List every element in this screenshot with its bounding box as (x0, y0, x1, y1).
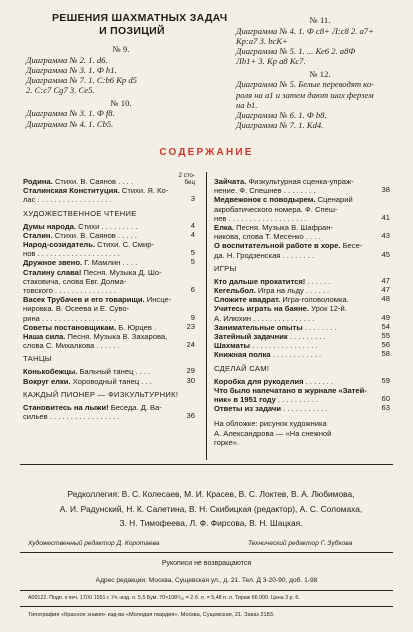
print-info: А00122. Подп. к печ. 17/XI 1951 г. Уч.-изд. л. 5,5 Бум. 70×108¹/₁₆ = 2 б. л. = 5,48 п. л. Тираж 66 000. Цена 3 р. 6. (28, 595, 300, 601)
editorial-line-3: З. Н. Тимофеева, Л. Ф. Фирсова, В. Н. Шацкая. (119, 518, 303, 528)
solution-line: Диаграмма № 6. 1. Ф b8. (236, 110, 327, 121)
toc-section-heading: КАЖДЫЙ ПИОНЕР — ФИЗКУЛЬТУРНИК! (23, 389, 179, 399)
art-editor: Художественный редактор Д. Коротаева (28, 540, 160, 547)
toc-page-number: 30 (186, 375, 195, 385)
toc-entry: стаковича, слова Евг. Долма- (23, 276, 127, 286)
toc-section-heading: ТАНЦЫ (23, 354, 52, 364)
toc-entry: сильев . . . . . . . . . . . . . . . . . (23, 412, 120, 421)
toc-page-number: 47 (381, 275, 390, 285)
editorial-address: Адрес редакции: Москва, Сущевская ул., д. 21. Тел. Д 3-20-90, доб. 1-98 (95, 577, 318, 584)
toc-entry: Елка. Песня. Музыка В. Шафран- (214, 223, 333, 232)
toc-entry: Сложите квадрат. Игра-головоломка. (214, 295, 349, 305)
toc-entry: нировка. В. Осеева и Е. Суво- (23, 304, 130, 314)
toc-page-number: 56 (381, 340, 390, 350)
toc-entry: Занимательные опыты . . . . . . . . (214, 322, 337, 332)
toc-entry: Сталину слава! Песня. Музыка Д. Шо- (23, 267, 162, 277)
toc-page-number: 38 (381, 185, 390, 195)
toc-entry: Вокруг елки. Хороводный танец . . . (23, 376, 152, 386)
toc-entry: никова, слова Т. Месенко . . . . (214, 232, 321, 242)
toc-entry: ник» в 1951 году . . . . . . . . . . (214, 395, 319, 404)
toc-page-number: 48 (381, 294, 390, 304)
toc-entry: слова С. Михалкова . . . . . . (23, 341, 120, 351)
toc-page-number: 49 (381, 312, 390, 322)
solution-number: № 11. (309, 15, 331, 25)
toc-entry: Родина. Стихи. В. Саянов . . . . (23, 177, 133, 186)
toc-entry: Учитесь играть на баяне. Урок 12-й. (214, 304, 347, 314)
solution-line: Диаграмма № 3. 1. Ф f8. (26, 108, 115, 119)
toc-entry: Ответы из задачи . . . . . . . . . . . (214, 404, 328, 414)
toc-entry: Васек Трубачев и его товарищи. Инсце- (23, 295, 172, 305)
editorial-line-1: Редколлегия: В. С. Колесаев, М. И. Красев, В. С. Локтев, В. А. Любимова, (67, 489, 355, 499)
toc-entry: Сталин. Стихи. В. Саянов . . . . . (23, 230, 137, 240)
editorial-line-2: А. И. Радунский, Н. К. Салетина, В. Н. Скибицкая (редактор), А. С. Соломаха, (59, 503, 363, 514)
toc-entry: нение. Ф. Спешнев . . . . . . . . (214, 186, 316, 196)
editorial-board (26, 487, 396, 531)
toc-page-number: 58 (381, 349, 390, 359)
solution-line: Диаграмма № 5. Белые переводят ко- (236, 79, 375, 90)
toc-entry: нев . . . . . . . . . . . . . . . . . . . (214, 213, 307, 223)
solution-number: № 12. (309, 68, 331, 79)
manuscripts-note: Рукописи не возвращаются (161, 560, 252, 567)
toc-entry: Что было напечатано в журнале «Затей- (214, 385, 367, 395)
toc-page-number: 54 (381, 321, 390, 331)
contents-heading: СОДЕРЖАНИЕ (159, 147, 254, 158)
toc-entry: Медвежонок с поводырем. Сценарий (214, 195, 353, 205)
solutions-title-line1: РЕШЕНИЯ ШАХМАТНЫХ ЗАДАЧ (52, 12, 228, 24)
toc-entry: Народ-созидатель. Стихи. С. Смир- (23, 240, 155, 249)
toc-page-number: 3 (190, 194, 195, 204)
solution-line: Диаграмма № 7. 1. Кd4. (236, 120, 324, 131)
toc-page-number: 29 (186, 366, 195, 376)
toc-entry: А. Илюхин . . . . . . . . . . . . . . . (214, 313, 315, 323)
toc-entry: Становитесь на лыжи! Беседа. Д. Ва- (23, 402, 162, 412)
solution-line: роля на а1 и затем дают шах ферзем (236, 89, 374, 100)
footer-rule-2 (20, 590, 393, 591)
toc-page-number: 41 (381, 212, 390, 222)
toc-entry: Коробка для рукоделия . . . . . . . (214, 376, 334, 386)
toc-bottom-rule (20, 464, 393, 465)
solutions-title (52, 12, 228, 38)
toc-entry: А. Александрова — «На снежной (214, 428, 332, 438)
toc-entry: Конькобежцы. Бальный танец . . . . (23, 367, 151, 377)
toc-entry: Кегельбол. Игра на льду . . . . . . (214, 286, 330, 295)
toc-entry: Советы постановщикам. Б. Юрцев . (23, 322, 157, 332)
toc-page-number: 47 (381, 285, 390, 294)
toc-entry: да. Н. Гродзенская . . . . . . . . (214, 250, 315, 260)
column-divider (206, 172, 207, 460)
solution-line: Диаграмма № 5. 1. ... Ке6 2. а8Ф (236, 46, 356, 57)
toc-entry: На обложке: рисунок художника (214, 419, 327, 429)
toc-entry: Думы народа. Стихи . . . . . . . . . (23, 221, 138, 231)
toc-entry: Кто дальше прокатится! . . . . . . (214, 276, 331, 286)
toc-page-number: 24 (186, 340, 195, 350)
solution-line: 2. С:с7 Сg7 3. Се5. (26, 85, 95, 96)
toc-entry: Дружное звено. Г. Мамлин . . . . (23, 258, 138, 268)
solution-line: Лb1+ 3. Кр а8 Кс7. (236, 56, 306, 67)
solution-number: № 10. (110, 97, 132, 108)
toc-entry: Зайчата. Физкультурная сценка-упраж- (214, 177, 354, 186)
solutions-title-line2: И ПОЗИЦИЙ (99, 25, 165, 37)
solution-number: № 9. (112, 44, 130, 54)
toc-page-number: 59 (381, 375, 390, 385)
solution-line: Диаграмма № 7. 1. С:b6 Кр d5 (26, 75, 137, 86)
toc-page-number: 4 (190, 220, 195, 230)
toc-page-number: 5 (190, 248, 195, 258)
toc-entry: рина . . . . . . . . . . . . . . . . . . (23, 313, 116, 323)
toc-entry: нов . . . . . . . . . . . . . . . . . . . . (23, 249, 120, 259)
toc-page-number: 45 (381, 249, 390, 259)
toc-entry: Сталинская Конституция. Стихи. Я. Ко- (23, 186, 169, 196)
solution-line: Диаграмма № 4. 1. Ф с8+ Л:с8 2. а7+ (236, 25, 374, 36)
toc-page-number: 5 (190, 257, 195, 267)
footer-rule-1 (20, 552, 393, 553)
solution-line: Кр:а7 3. bcК+ (236, 35, 288, 46)
toc-page-number: 6 (190, 285, 195, 294)
tech-editor: Технический редактор Г. Зубкова (248, 540, 353, 547)
solution-line: Диаграмма № 2. 1. d6. (26, 54, 108, 65)
toc-section-heading: ХУДОЖЕСТВЕННОЕ ЧТЕНИЕ (23, 208, 137, 218)
toc-entry: О воспитательной работе в хоре. Бесе- (214, 241, 363, 251)
toc-page-number: 63 (381, 403, 390, 413)
toc-entry: акробатического номера. Ф. Спеш- (214, 204, 338, 214)
toc-page-number: 9 (190, 312, 195, 322)
toc-page-number: 4 (190, 229, 195, 239)
toc-entry: Затейный задачник . . . . . . . . . (214, 332, 326, 341)
toc-entry: горке». (214, 437, 240, 447)
footer-rule-3 (20, 606, 393, 607)
solution-line: Диаграмма № 4. 1. Сb5. (26, 118, 114, 129)
toc-section-heading: СДЕЛАЙ САМ! (214, 363, 270, 373)
toc-entry: Книжная полка . . . . . . . . . . . . (214, 350, 322, 360)
toc-entry: Наша сила. Песня. Музыка В. Захарова, (23, 332, 168, 341)
toc-entry: Шахматы . . . . . . . . . . . . . . . . (214, 341, 318, 351)
toc-page-number: 36 (186, 411, 195, 420)
toc-section-heading: ИГРЫ (214, 263, 237, 273)
toc-entry: товского . . . . . . . . . . . . . . . (23, 286, 117, 295)
toc-page-number: 60 (381, 394, 390, 403)
toc-page-number: 23 (186, 321, 195, 331)
toc-page-number: 55 (381, 331, 390, 340)
solution-line: Диаграмма № 3. 1. Ф h1. (26, 64, 117, 75)
toc-page-number: 43 (381, 231, 390, 241)
toc-entry: лас . . . . . . . . . . . . . . . . . . (23, 195, 112, 205)
printer-info: Типография «Красное знамя» изд-ва «Молодая гвардия». Москва, Сущевская, 21. Заказ 2183. (28, 612, 275, 618)
solution-line: на b1. (236, 99, 258, 110)
toc-page-number: 2 сто- бец (178, 172, 195, 186)
